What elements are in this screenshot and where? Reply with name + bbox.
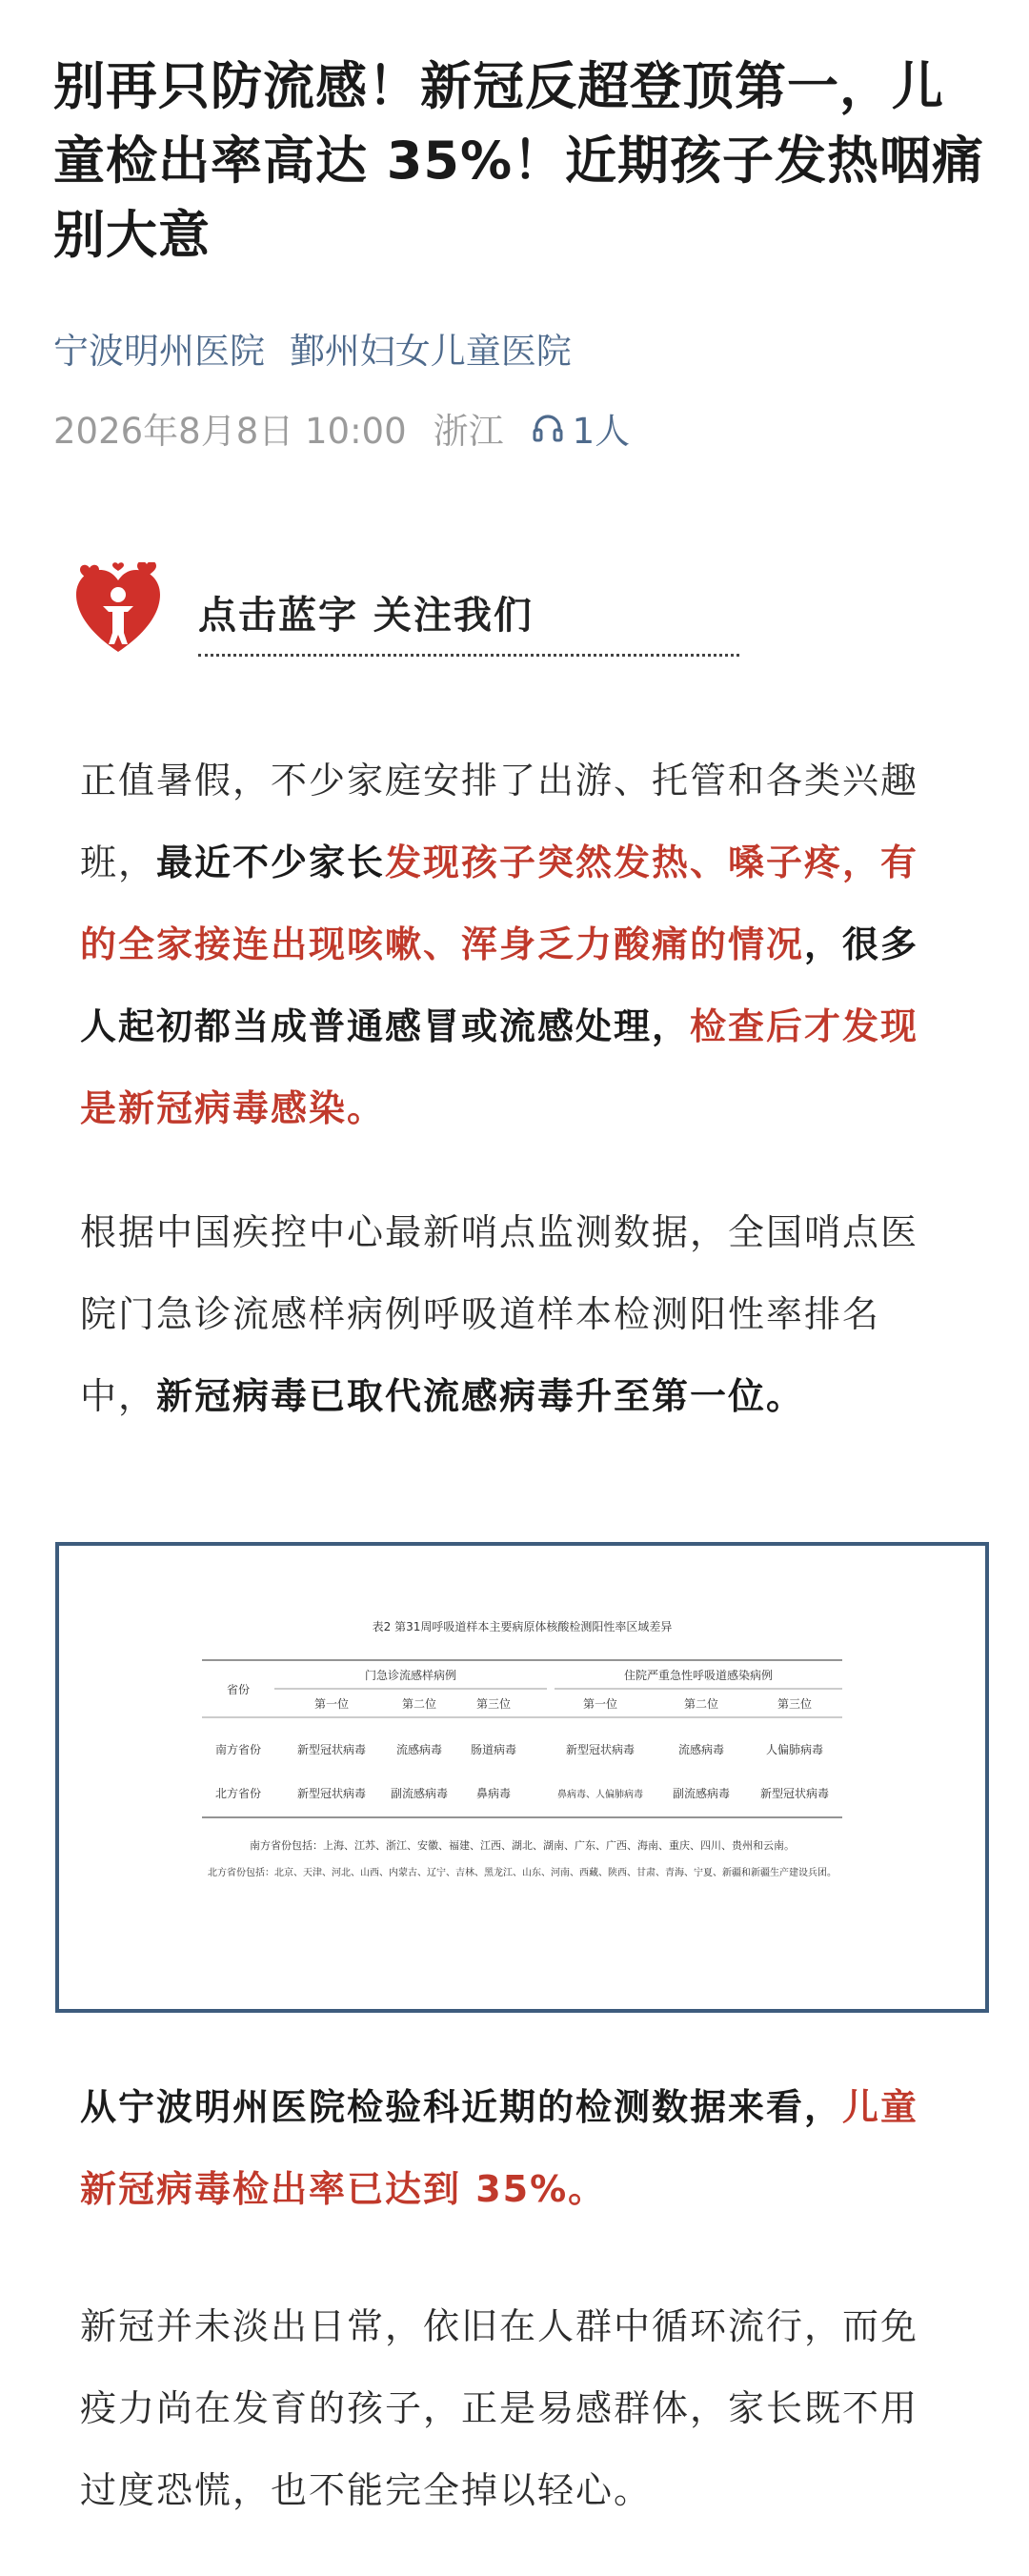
heart-family-logo — [74, 562, 162, 658]
listen-button[interactable] — [531, 402, 631, 454]
table-rank-2: 第二位 — [401, 1697, 437, 1711]
table-header-province: 省份 — [226, 1683, 251, 1696]
table-cell: 副流感病毒 — [672, 1787, 731, 1800]
para2-highlight: 新冠病毒已取代流感病毒升至第一位。 — [156, 1375, 805, 1417]
paragraph-2 — [80, 1191, 947, 1437]
table-cell: 流感病毒 — [395, 1743, 443, 1756]
data-table — [59, 1546, 985, 2009]
para1-text-d: ，很多人起初都当成普通感冒或流感处理， — [80, 923, 919, 1047]
table-rank-1: 第一位 — [313, 1697, 350, 1711]
table-caption: 表2 第31周呼吸道样本主要病原体核酸检测阳性率区域差异 — [372, 1620, 673, 1633]
table-cell: 人偏肺病毒 — [765, 1743, 824, 1756]
para3-text-a: 从宁波明州医院检验科近期的检测数据来看， — [80, 2086, 843, 2128]
table-rank-4: 第一位 — [582, 1697, 618, 1711]
table-rank-3: 第三位 — [475, 1697, 512, 1711]
table-row-north-region: 北方省份 — [214, 1787, 262, 1800]
paragraph-4 — [80, 2285, 947, 2531]
account-link-yinzhou[interactable]: 鄞州妇女儿童医院 — [289, 331, 572, 372]
table-cell: 肠道病毒 — [470, 1743, 517, 1756]
article-meta — [53, 402, 630, 454]
para3-highlight-rate: 儿童新冠病毒检出率已达到 35%。 — [80, 2086, 919, 2210]
para1-text-a: 正值暑假，不少家庭安排了出游、托管和各类兴趣班， — [80, 760, 919, 883]
table-cell: 鼻病毒、人偏肺病毒 — [557, 1790, 643, 1800]
table-cell: 流感病毒 — [677, 1743, 725, 1756]
table-rank-5: 第二位 — [683, 1697, 719, 1711]
table-cell: 副流感病毒 — [390, 1787, 449, 1800]
table-row-south-region: 南方省份 — [214, 1743, 262, 1756]
account-link-mingzhou[interactable]: 宁波明州医院 — [53, 331, 265, 372]
account-links — [53, 322, 585, 374]
table-cell: 新型冠状病毒 — [296, 1743, 367, 1756]
para1-text-b: 最近不少家长 — [156, 842, 386, 883]
article-title: 别再只防流感！新冠反超登顶第一，儿童检出率高达 35%！近期孩子发热咽痛别大意 — [53, 56, 985, 265]
follow-prompt: 点击蓝字 关注我们 — [198, 594, 534, 638]
follow-banner[interactable] — [74, 562, 665, 677]
headphones-icon — [531, 411, 565, 445]
para1-highlight-diagnosis: 检查后才发现是新冠病毒感染。 — [80, 1005, 919, 1129]
publish-region: 浙江 — [433, 411, 504, 452]
table-note-south: 南方省份包括：上海、江苏、浙江、安徽、福建、江西、湖北、湖南、广东、广西、海南、重庆、四川、贵州和云南。 — [250, 1839, 795, 1852]
paragraph-3 — [80, 2066, 947, 2230]
paragraph-1 — [80, 740, 947, 1149]
listener-count: 1人 — [572, 411, 631, 452]
table-cell: 鼻病毒 — [475, 1787, 512, 1800]
para1-highlight-symptoms: 发现孩子突然发热、嗓子疼，有的全家接连出现咳嗽、浑身乏力酸痛的情况 — [80, 842, 919, 965]
table-note-north: 北方省份包括：北京、天津、河北、山西、内蒙古、辽宁、吉林、黑龙江、山东、河南、西藏、陕西、甘肃、青海、宁夏、新疆和新疆生产建设兵团。 — [208, 1868, 837, 1878]
para2-text-a: 根据中国疾控中心最新哨点监测数据，全国哨点医院门急诊流感样病例呼吸道样本检测阳性率排名中， — [80, 1211, 919, 1417]
table-header-inpatient: 住院严重急性呼吸道感染病例 — [623, 1669, 774, 1682]
table-cell: 新型冠状病毒 — [759, 1787, 830, 1800]
data-table-figure — [55, 1542, 989, 2013]
publish-date: 2026年8月8日 10:00 — [53, 411, 407, 452]
table-cell: 新型冠状病毒 — [565, 1743, 636, 1756]
dotted-divider — [198, 654, 739, 657]
table-header-outpatient: 门急诊流感样病例 — [364, 1669, 457, 1682]
para4-text: 新冠并未淡出日常，依旧在人群中循环流行，而免疫力尚在发育的孩子，正是易感群体，家长既不用过度恐慌，也不能完全掉以轻心。 — [80, 2305, 919, 2511]
table-cell: 新型冠状病毒 — [296, 1787, 367, 1800]
table-rank-6: 第三位 — [777, 1697, 813, 1711]
